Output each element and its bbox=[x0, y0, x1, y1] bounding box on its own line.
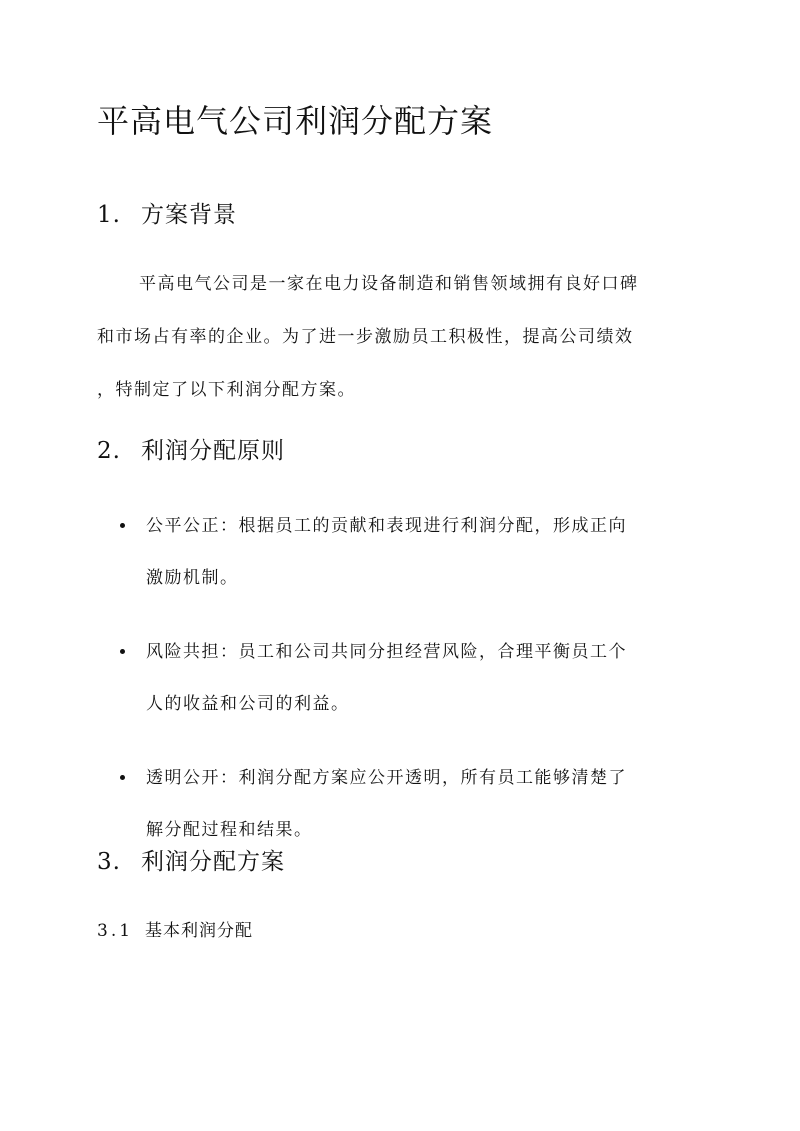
list-item bbox=[120, 752, 700, 856]
list-item-line: 人的收益和公司的利益。 bbox=[146, 694, 350, 714]
paragraph-line: ，特制定了以下利润分配方案。 bbox=[97, 380, 356, 400]
section-title: 利润分配原则 bbox=[141, 438, 285, 464]
document-title: 平高电气公司利润分配方案 bbox=[97, 102, 494, 140]
section-title: 利润分配方案 bbox=[141, 849, 285, 875]
subsection-number: 3.1 bbox=[97, 921, 134, 941]
section-number: 2. bbox=[97, 438, 121, 464]
principles-list bbox=[120, 500, 700, 878]
list-item-line: 透明公开：利润分配方案应公开透明，所有员工能够清楚了 bbox=[146, 768, 627, 788]
section-heading-background bbox=[97, 196, 237, 229]
list-item-line: 风险共担：员工和公司共同分担经营风险，合理平衡员工个 bbox=[146, 642, 627, 662]
section-title: 方案背景 bbox=[141, 202, 237, 228]
list-item bbox=[120, 500, 700, 604]
section-heading-scheme bbox=[97, 843, 285, 876]
section-number: 3. bbox=[97, 849, 121, 875]
section-number: 1. bbox=[97, 202, 121, 228]
bullet-icon bbox=[120, 523, 125, 528]
subsection-heading-basic-distribution bbox=[97, 916, 253, 941]
subsection-title: 基本利润分配 bbox=[145, 921, 253, 941]
bullet-icon bbox=[120, 775, 125, 780]
list-item-line: 公平公正：根据员工的贡献和表现进行利润分配，形成正向 bbox=[146, 516, 627, 536]
list-item-line: 解分配过程和结果。 bbox=[146, 820, 313, 840]
paragraph-line: 平高电气公司是一家在电力设备制造和销售领域拥有良好口碑 bbox=[139, 274, 639, 294]
list-item bbox=[120, 626, 700, 730]
bullet-icon bbox=[120, 649, 125, 654]
list-item-line: 激励机制。 bbox=[146, 568, 239, 588]
section-heading-principles bbox=[97, 432, 285, 465]
background-paragraph bbox=[97, 258, 697, 417]
paragraph-line: 和市场占有率的企业。为了进一步激励员工积极性，提高公司绩效 bbox=[97, 327, 634, 347]
